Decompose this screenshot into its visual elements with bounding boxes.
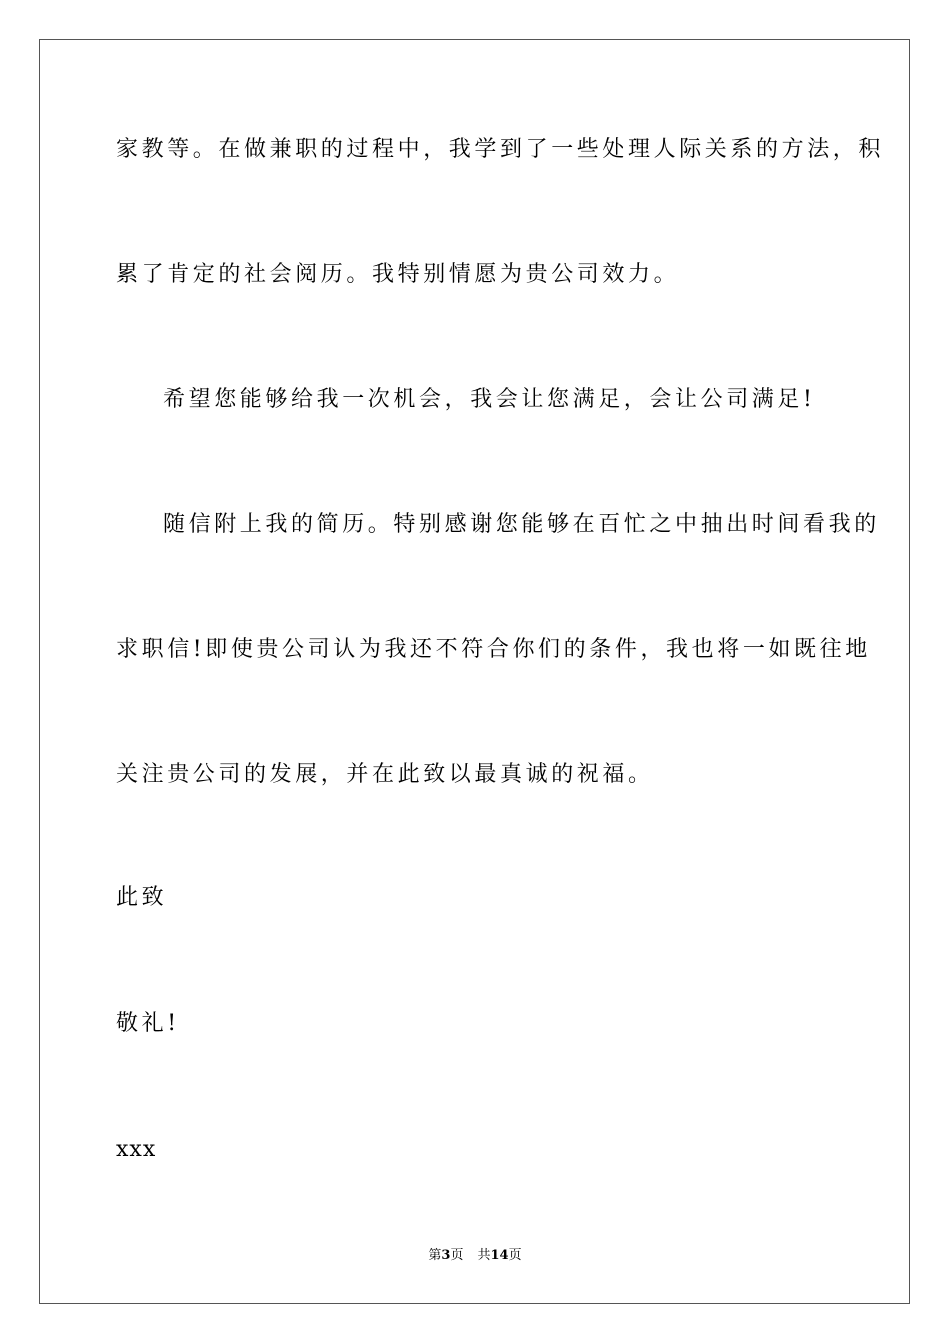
total-pages: 14	[490, 1248, 509, 1263]
page-footer	[0, 1248, 950, 1264]
page-prefix: 第	[428, 1248, 442, 1263]
total-prefix: 共	[477, 1248, 491, 1263]
body-line-4: 随信附上我的简历。特别感谢您能够在百忙之中抽出时间看我的	[163, 512, 880, 537]
page-border	[39, 39, 910, 1304]
total-suffix: 页	[508, 1248, 522, 1263]
body-line-3: 希望您能够给我一次机会，我会让您满足，会让公司满足!	[163, 387, 816, 412]
salutation-text: 敬礼!	[116, 1011, 180, 1036]
signature: xxx	[116, 1137, 157, 1162]
page-suffix: 页	[450, 1248, 464, 1263]
closing-text: 此致	[116, 885, 168, 910]
body-line-1: 家教等。在做兼职的过程中，我学到了一些处理人际关系的方法，积	[116, 137, 885, 162]
body-line-5: 求职信!即使贵公司认为我还不符合你们的条件，我也将一如既往地	[116, 637, 871, 662]
body-line-6: 关注贵公司的发展，并在此致以最真诚的祝福。	[116, 762, 654, 787]
page-number: 3	[441, 1248, 451, 1263]
body-line-2: 累了肯定的社会阅历。我特别情愿为贵公司效力。	[116, 262, 680, 287]
